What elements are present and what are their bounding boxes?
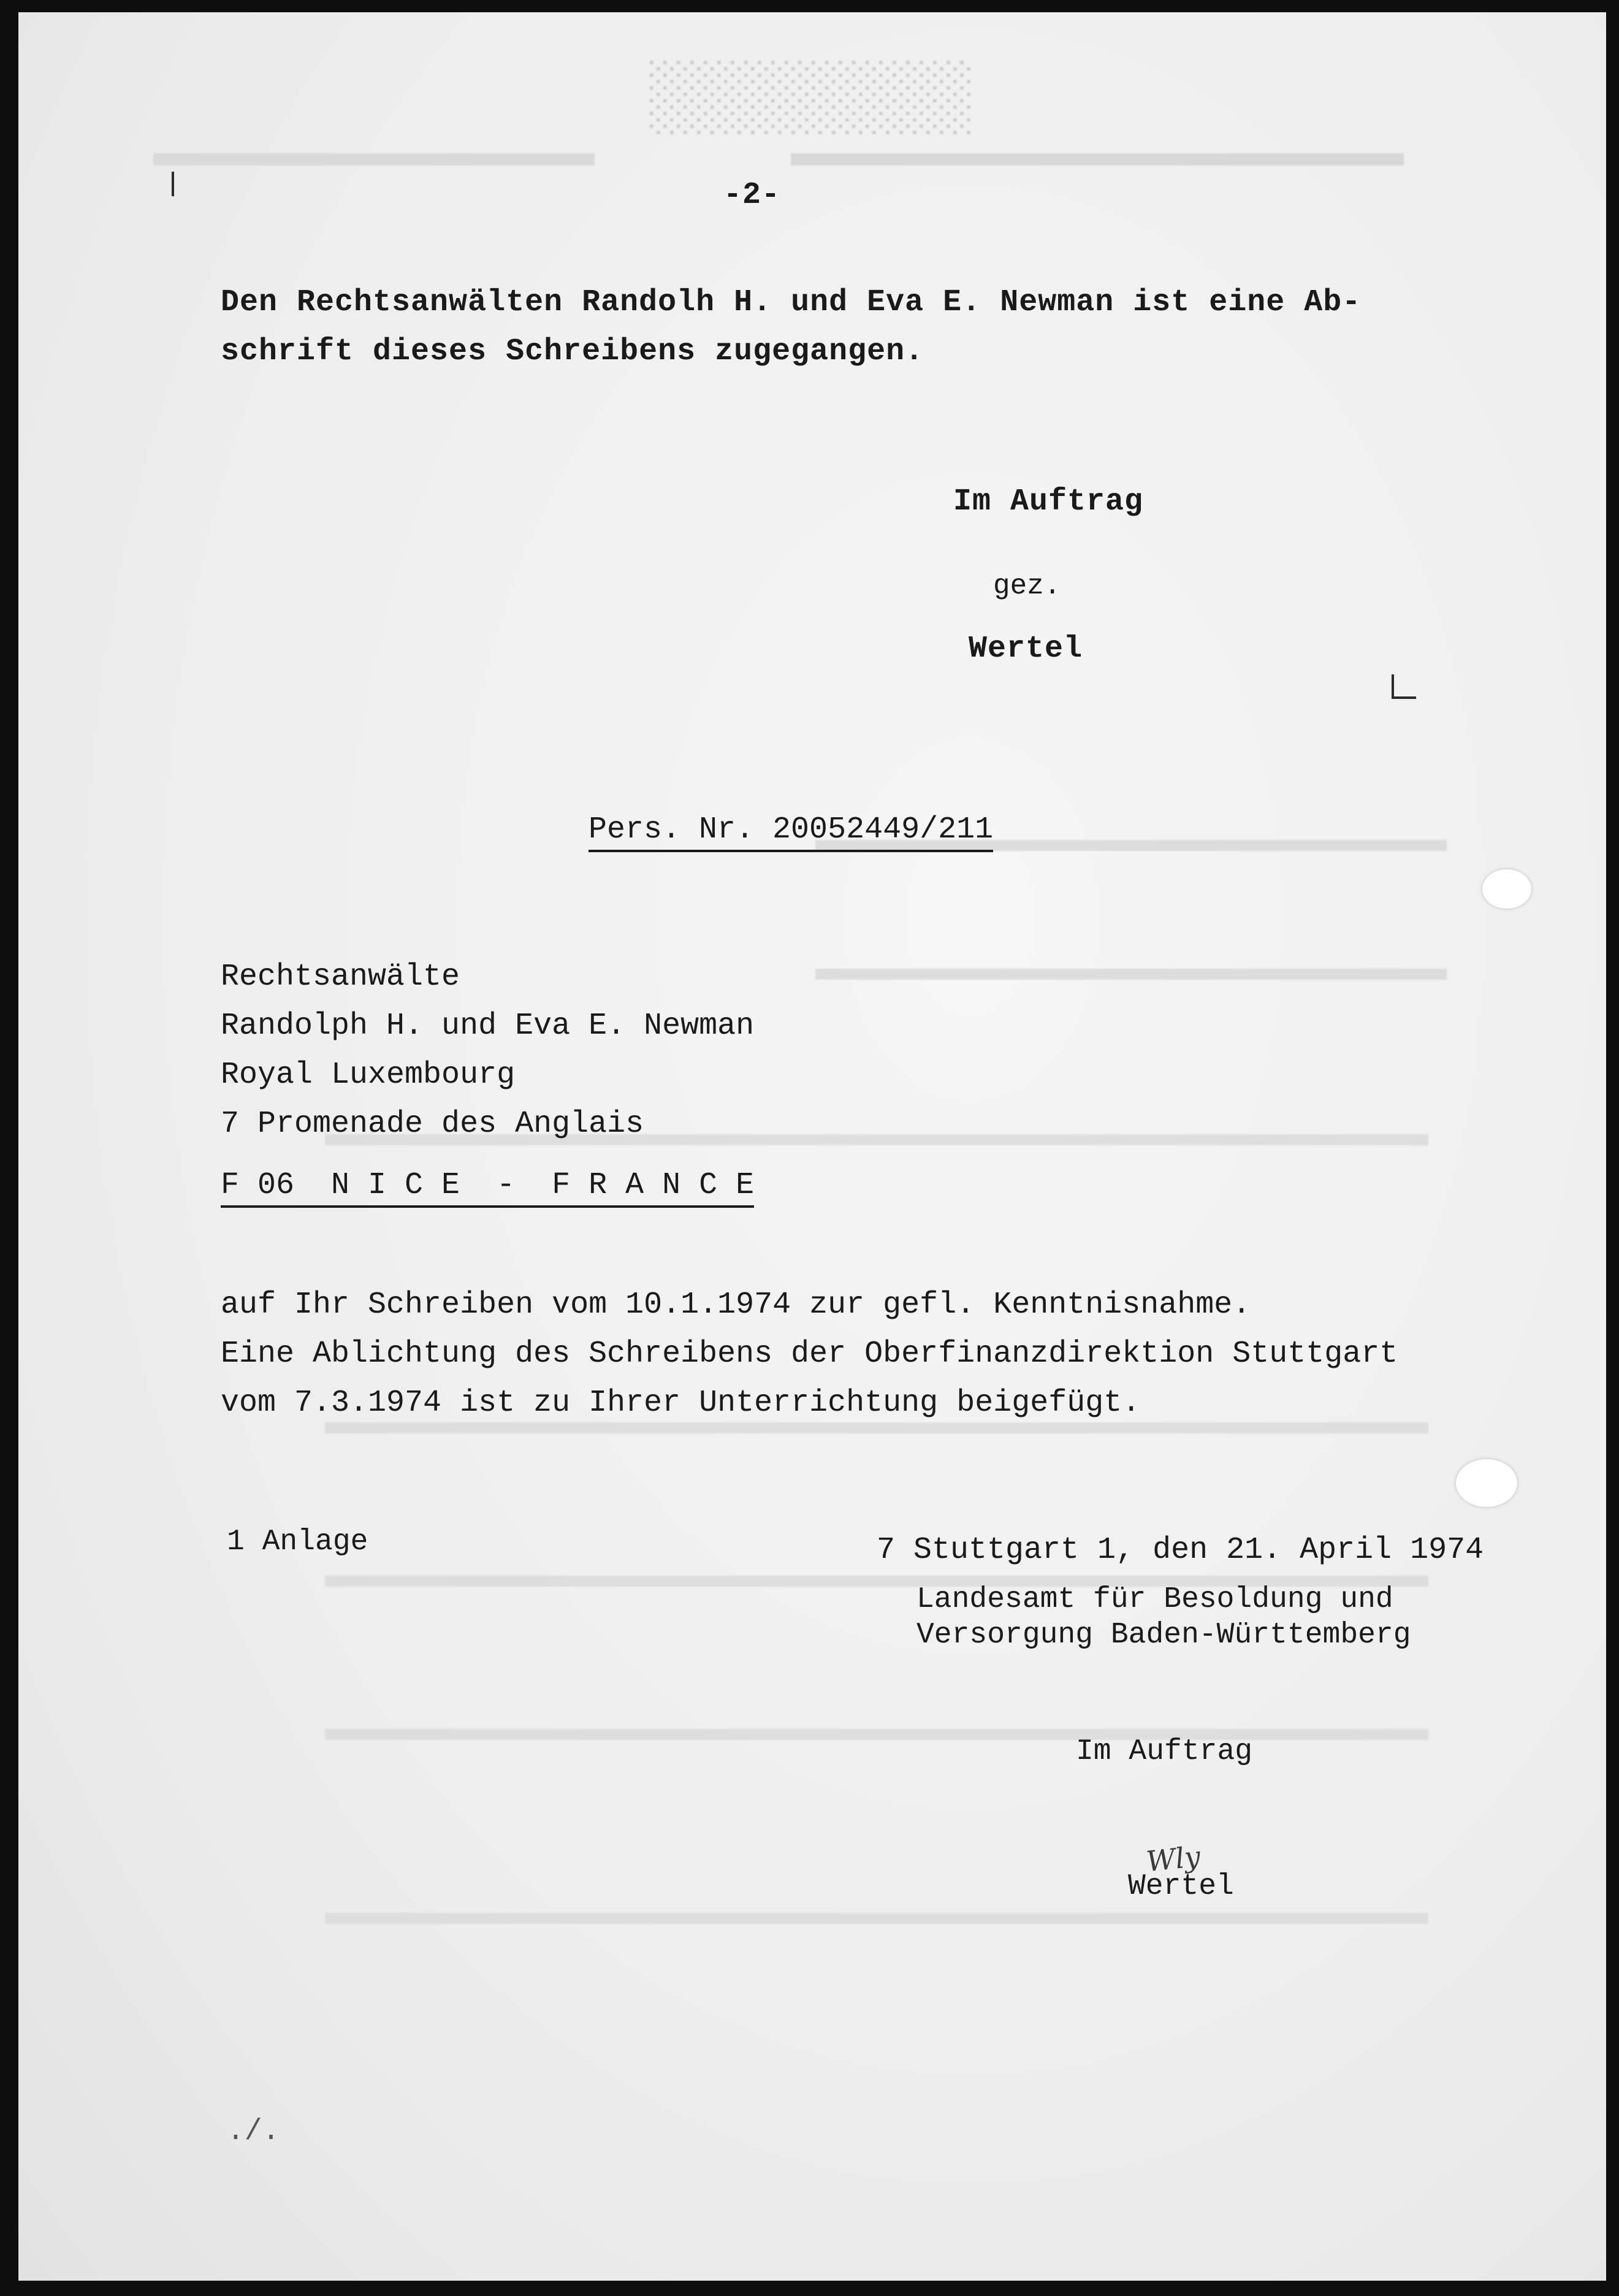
fold-mark-upper xyxy=(1392,674,1394,699)
enclosure-note: 1 Anlage xyxy=(227,1525,368,1558)
personnel-number-text: Pers. Nr. 20052449/211 xyxy=(589,812,993,852)
authority-line1: Landesamt für Besoldung und xyxy=(916,1583,1393,1616)
second-sign-im-auftrag: Im Auftrag xyxy=(1076,1735,1253,1768)
recipient-line1: Rechtsanwälte xyxy=(221,959,460,994)
first-sign-im-auftrag: Im Auftrag xyxy=(953,484,1144,519)
document-page: ░░░░░░░░ -2- Den Rechtsanwälten Randolh H. und Eva E. Newman ist eine Ab- schrift dieses Schreibens zugegangen. Im Auftrag gez. Wertel Pers. Nr. 20052449/211 Rechtsanwälte Randolph H. und Eva E. Newman Royal Luxembourg 7 Promenade des Anglais F 06 N I C E - F R A N C E auf Ihr Schreiben vom 10.1.1974 zur gefl. Kenntnisnahme. Eine Ablichtung des Schreibens der Oberfinanzdirektion Stuttgart vom 7.3.1974 ist zu Ihrer Unterrichtung beigefügt. 1 Anlage 7 Stuttgart 1, den 21. April 1974 Landesamt für Besoldung und Versorgung Baden-Württemberg Im Auftrag Wly Wertel ./. xyxy=(18,12,1606,2281)
authority-line2: Versorgung Baden-Württemberg xyxy=(916,1619,1411,1652)
second-sign-name: Wertel xyxy=(1128,1870,1234,1903)
page-number: -2- xyxy=(723,178,781,213)
recipient-line2: Randolph H. und Eva E. Newman xyxy=(221,1009,755,1043)
signature-initials: Wly xyxy=(1145,1839,1202,1878)
copy-note-line2: schrift dieses Schreibens zugegangen. xyxy=(221,334,924,369)
body-line3: vom 7.3.1974 ist zu Ihrer Unterrichtung beigefügt. xyxy=(221,1386,1141,1421)
copy-note-line1: Den Rechtsanwälten Randolh H. und Eva E. Newman ist eine Ab- xyxy=(221,285,1362,320)
recipient-city-country: F 06 N I C E - F R A N C E xyxy=(221,1168,754,1208)
recipient-line4: 7 Promenade des Anglais xyxy=(221,1107,644,1142)
continuation-mark: ./. xyxy=(227,2115,280,2148)
place-and-date: 7 Stuttgart 1, den 21. April 1974 xyxy=(877,1533,1484,1568)
punch-hole-lower xyxy=(1456,1459,1517,1507)
recipient-line5 xyxy=(221,1168,754,1203)
body-line2: Eine Ablichtung des Schreibens der Oberfinanzdirektion Stuttgart xyxy=(221,1337,1398,1371)
personnel-number xyxy=(589,812,993,847)
punch-hole-upper xyxy=(1482,869,1531,909)
body-line1: auf Ihr Schreiben vom 10.1.1974 zur gefl. Kenntnisnahme. xyxy=(221,1287,1251,1322)
first-sign-name: Wertel xyxy=(969,631,1083,666)
first-sign-gez: gez. xyxy=(993,570,1061,602)
fold-mark-top xyxy=(172,172,174,196)
recipient-line3: Royal Luxembourg xyxy=(221,1058,516,1093)
fold-mark-upper-h xyxy=(1392,696,1416,699)
